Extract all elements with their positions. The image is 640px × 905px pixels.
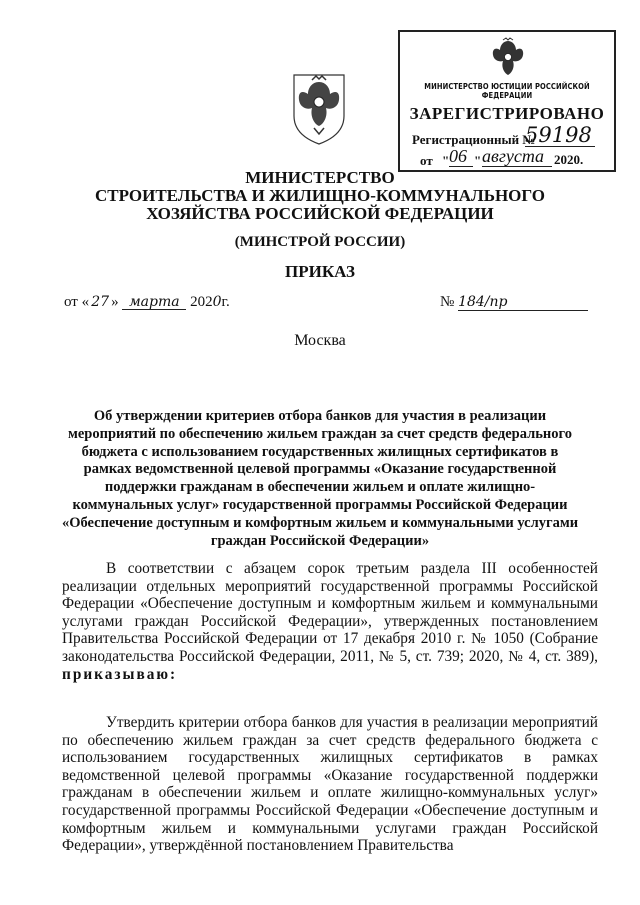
order-date-year-prefix: 202 — [190, 294, 213, 310]
ministry-title-line3: ХОЗЯЙСТВА РОССИЙСКОЙ ФЕДЕРАЦИИ — [146, 204, 494, 223]
order-date-year-hw: 0 — [212, 294, 222, 310]
order-date-suffix: г. — [221, 294, 230, 310]
ministry-short-name: (МИНСТРОЙ РОССИИ) — [234, 234, 406, 250]
paragraph-2: Утвердить критерии отбора банков для участия в реализации мероприятий по обеспечению жильем граждан за счет средств федерального бюджета с использованием государственных жилищных сертификатов в рамках ведомственной целевой программы «Оказание государственной поддержки гражданам в обеспечении жильем и оплате жилищно-коммунальных услуг» государственной программы Российской Федерации «Обеспечение доступным и комфортным жильем и коммунальными услугами граждан Российской Федерации», утверждённой постановлением Правительства — [62, 714, 598, 855]
order-number-label: № — [440, 294, 455, 310]
stamp-date-month: августа — [482, 146, 552, 167]
stamp-ministry: МИНИСТЕРСТВО ЮСТИЦИИ РОССИЙСКОЙ ФЕДЕРАЦИИ — [424, 82, 590, 100]
stamp-registered: ЗАРЕГИСТРИРОВАНО — [409, 104, 605, 123]
order-date-mid: » — [111, 294, 119, 310]
order-number-value: 184/пр — [458, 294, 588, 311]
registration-stamp — [398, 30, 616, 172]
order-date — [64, 294, 230, 311]
ministry-title-line2: СТРОИТЕЛЬСТВА И ЖИЛИЩНО-КОММУНАЛЬНОГО — [94, 186, 546, 205]
city: Москва — [294, 332, 346, 349]
stamp-date-year: 2020. — [554, 152, 584, 167]
stamp-reg-number-label: Регистрационный № — [412, 132, 536, 147]
stamp-quote-open: " — [442, 153, 450, 168]
paragraph-1 — [62, 560, 598, 683]
stamp-quote-close: " — [474, 153, 482, 168]
order-date-day: 27 — [91, 294, 110, 310]
order-date-prefix: от « — [64, 294, 90, 310]
order-title: Об утверждении критериев отбора банков для участия в реализации мероприятий по обеспечению жильем граждан за счет средств федерального бюджета с использованием государственных жилищных сертификатов в рамках ведомственной целевой программы «Оказание государственной поддержки гражданам в обеспечении жильем и оплате жилищно-коммунальных услуг» государственной программы Российской Федерации «Обеспечение доступным и комфортным жильем и коммунальными услугами граждан Российской Федерации» — [61, 408, 579, 549]
order-date-month: марта — [122, 295, 186, 310]
ministry-title-line1: МИНИСТЕРСТВО — [245, 168, 395, 187]
paragraph-1-text: В соответствии с абзацем сорок третьим раздела III особенностей реализации отдельных мероприятий государственной программы Российской Федерации «Обеспечение доступным и комфортным жильем и коммунальными услугами граждан Российской Федерации», утвержденных постановлением Правительства Российской Федерации от 17 декабря 2010 г. № 1050 (Собрание законодательства Российской Федерации, 2011, № 5, ст. 739; 2020, № 4, ст. 389), — [62, 560, 598, 665]
coat-of-arms-icon — [290, 72, 348, 146]
stamp-date-day: 06 — [449, 146, 473, 167]
stamp-reg-number: 59198 — [525, 124, 595, 147]
paragraph-1-order-word: приказываю: — [62, 665, 178, 683]
stamp-emblem-icon — [488, 37, 528, 79]
order-number — [440, 294, 588, 311]
stamp-date-prefix: от — [420, 153, 433, 168]
document-type: ПРИКАЗ — [285, 262, 355, 281]
